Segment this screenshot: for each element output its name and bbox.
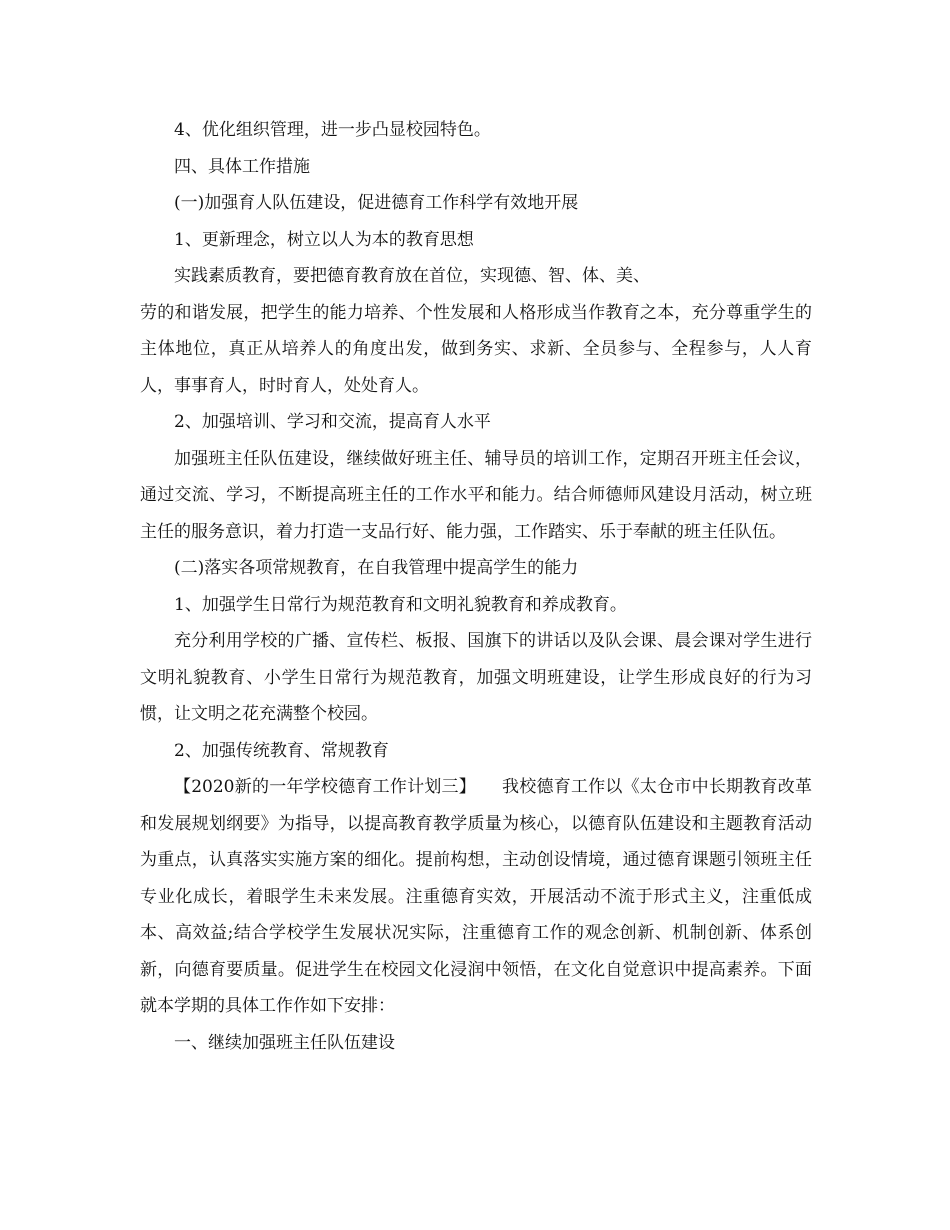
paragraph-teacher-team: 加强班主任队伍建设，继续做好班主任、辅导员的培训工作，定期召开班主任会议，通过交流、学习，不断提高班主任的工作水平和能力。结合师德师风建设月活动，树立班主任的服务意识，着力打造一支品行好、能力强，工作踏实、乐于奉献的班主任队伍。 [140,448,812,542]
point-heading-behavior: 1、加强学生日常行为规范教育和文明礼貌教育和养成教育。 [174,594,627,615]
section-heading-measures: 四、具体工作措施 [174,156,310,177]
paragraph-quality-education: 实践素质教育，要把德育教育放在首位，实现德、智、体、美、 [174,266,650,286]
subsection-heading-routine: (二)落实各项常规教育，在自我管理中提高学生的能力 [174,558,579,578]
paragraph-plan-three: 【2020新的一年学校德育工作计划三】 我校德育工作以《太仓市中长期教育改革和发展规划纲要》为指导，以提高教育教学质量为核心，以德育队伍建设和主题教育活动为重点，认真落实实施方案的细化。提前构想，主动创设情境，通过德育课题引领班主任专业化成长，着眼学生未来发展。注重德育实效，开展活动不流于形式主义，注重低成本、高效益;结合学校学生发展状况实际，注重德育工作的观念创新、机制创新、体系创新，向德育要质量。促进学生在校园文化浸润中领悟，在文化自觉意识中提高素养。下面就本学期的具体工作作如下安排： [140,777,812,1016]
paragraph-item-4: 4、优化组织管理，进一步凸显校园特色。 [174,120,491,140]
point-heading-tradition: 2、加强传统教育、常规教育 [174,740,389,761]
point-heading-training: 2、加强培训、学习和交流，提高育人水平 [174,412,491,432]
paragraph-civility: 充分利用学校的广播、宣传栏、板报、国旗下的讲话以及队会课、晨会课对学生进行文明礼貌教育、小学生日常行为规范教育，加强文明班建设，让学生形成良好的行为习惯，让文明之花充满整个校园。 [140,631,812,724]
paragraph-harmonious-development: 劳的和谐发展，把学生的能力培养、个性发展和人格形成当作教育之本，充分尊重学生的主体地位，真正从培养人的角度出发，做到务实、求新、全员参与、全程参与，人人育人，事事育人，时时育人，处处育人。 [140,302,812,396]
section-heading-teacher-team: 一、继续加强班主任队伍建设 [174,1032,395,1053]
subsection-heading-team: (一)加强育人队伍建设，促进德育工作科学有效地开展 [174,193,579,213]
point-heading-concept: 1、更新理念，树立以人为本的教育思想 [174,229,474,250]
document-body [140,112,812,1061]
